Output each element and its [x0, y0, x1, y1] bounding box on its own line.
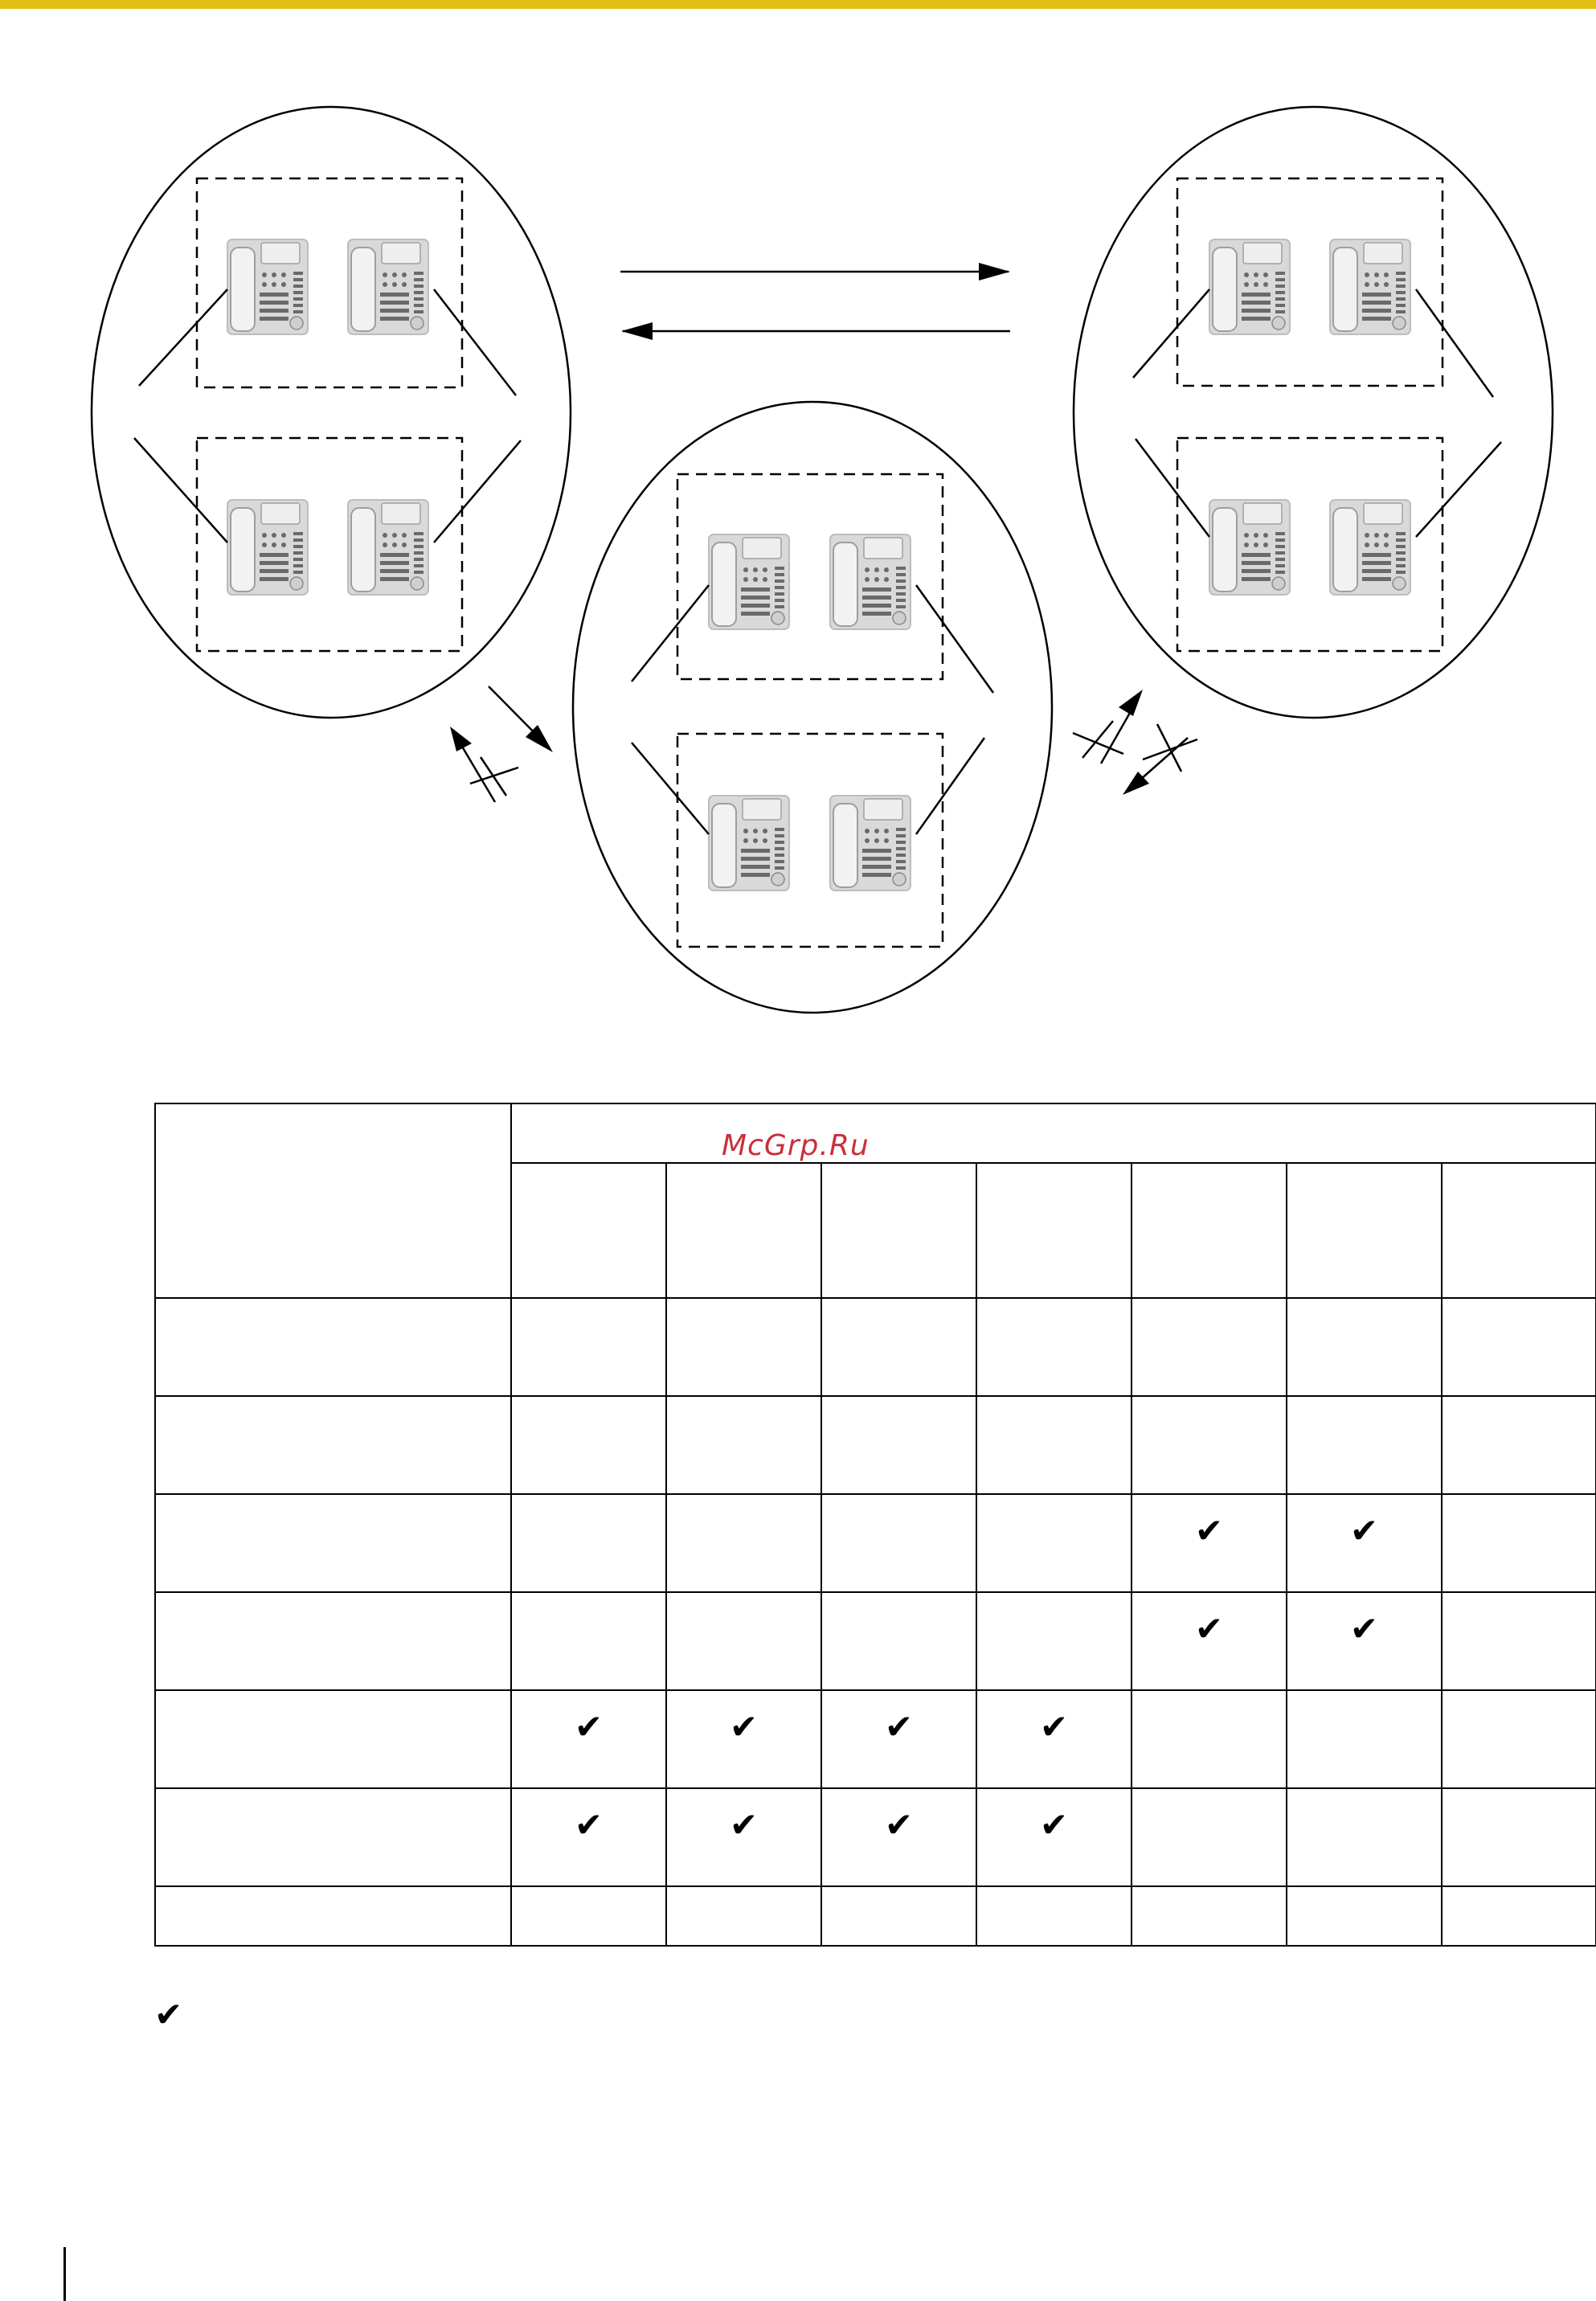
feature-matrix-table: [154, 1103, 1596, 1947]
check-mark: ✔: [1039, 1805, 1069, 1844]
row-label-cell: [155, 1690, 511, 1788]
table-row: [155, 1396, 1596, 1494]
table-cell: [666, 1298, 821, 1396]
table-cell: [511, 1886, 666, 1946]
table-cell: [1132, 1690, 1287, 1788]
header-corner-cell: [155, 1103, 511, 1298]
table-cell: [1132, 1396, 1287, 1494]
table-cell: [1442, 1298, 1596, 1396]
table-cell: [1442, 1788, 1596, 1886]
subheader-cell: [511, 1163, 666, 1298]
check-mark: ✔: [1039, 1707, 1069, 1746]
table-cell: [511, 1494, 666, 1592]
table-cell: [1287, 1396, 1442, 1494]
table-cell: [1287, 1886, 1442, 1946]
table-cell: [666, 1690, 821, 1788]
check-mark: ✔: [729, 1805, 759, 1844]
check-mark: ✔: [884, 1805, 914, 1844]
row-label-cell: [155, 1788, 511, 1886]
table-row: [155, 1886, 1596, 1946]
table-cell: [1442, 1592, 1596, 1690]
row-label-cell: [155, 1592, 511, 1690]
check-mark: ✔: [884, 1707, 914, 1746]
table-row: [155, 1690, 1596, 1788]
site-group-left: [92, 107, 571, 718]
table-cell: [666, 1396, 821, 1494]
table-cell: [1132, 1592, 1287, 1690]
table-cell: [821, 1396, 976, 1494]
legend-check-mark: ✔: [154, 1995, 183, 2034]
table-cell: [976, 1788, 1132, 1886]
subheader-cell: [976, 1163, 1132, 1298]
table-cell: [1132, 1788, 1287, 1886]
table-cell: [1287, 1494, 1442, 1592]
table-cell: [821, 1788, 976, 1886]
check-mark: ✔: [1194, 1609, 1224, 1648]
table-cell: [511, 1592, 666, 1690]
table-cell: [821, 1690, 976, 1788]
subheader-cell: [821, 1163, 976, 1298]
row-label-cell: [155, 1396, 511, 1494]
check-mark: ✔: [574, 1707, 604, 1746]
table-cell: [1132, 1886, 1287, 1946]
row-label-cell: [155, 1494, 511, 1592]
check-mark: ✔: [1194, 1511, 1224, 1550]
table-cell: [666, 1592, 821, 1690]
lower-right-arrows: [1073, 690, 1197, 795]
check-mark: ✔: [1349, 1511, 1379, 1550]
table-row: [155, 1592, 1596, 1690]
table-cell: [1442, 1886, 1596, 1946]
subheader-cell: [1442, 1163, 1596, 1298]
table-cell: [821, 1592, 976, 1690]
table-cell: [976, 1494, 1132, 1592]
table-cell: [666, 1886, 821, 1946]
table-cell: [821, 1886, 976, 1946]
table-cell: [511, 1788, 666, 1886]
check-mark: ✔: [574, 1805, 604, 1844]
table-cell: [511, 1396, 666, 1494]
table-cell: [666, 1494, 821, 1592]
header-group-cell: [511, 1103, 1596, 1163]
table-cell: [821, 1298, 976, 1396]
row-label-cell: [155, 1298, 511, 1396]
table-cell: [1442, 1690, 1596, 1788]
check-mark: ✔: [1349, 1609, 1379, 1648]
table-cell: [511, 1690, 666, 1788]
table-cell: [511, 1298, 666, 1396]
table-row: [155, 1298, 1596, 1396]
table-cell: [1132, 1298, 1287, 1396]
table-cell: [976, 1690, 1132, 1788]
table-cell: [666, 1788, 821, 1886]
table-cell: [976, 1396, 1132, 1494]
check-mark: ✔: [729, 1707, 759, 1746]
table-cell: [1287, 1788, 1442, 1886]
table-row: [155, 1788, 1596, 1886]
table-cell: [976, 1592, 1132, 1690]
lower-left-arrows: [450, 686, 553, 802]
row-label-cell: [155, 1886, 511, 1946]
site-group-center: [573, 402, 1052, 1013]
page-margin-line: [63, 2247, 66, 2301]
site-group-right: [1074, 107, 1553, 718]
table-cell: [1442, 1494, 1596, 1592]
table-cell: [1287, 1592, 1442, 1690]
network-diagram: [0, 0, 1596, 1045]
table-cell: [1287, 1298, 1442, 1396]
table-cell: [1132, 1494, 1287, 1592]
subheader-cell: [666, 1163, 821, 1298]
subheader-cell: [1132, 1163, 1287, 1298]
table-row: [155, 1494, 1596, 1592]
subheader-cell: [1287, 1163, 1442, 1298]
table-cell: [976, 1298, 1132, 1396]
watermark: McGrp.Ru: [722, 1129, 870, 1162]
table-cell: [821, 1494, 976, 1592]
table-cell: [1287, 1690, 1442, 1788]
table-cell: [976, 1886, 1132, 1946]
table-header-row: [155, 1103, 1596, 1163]
table-cell: [1442, 1396, 1596, 1494]
top-transfer-arrows: [620, 263, 1010, 340]
